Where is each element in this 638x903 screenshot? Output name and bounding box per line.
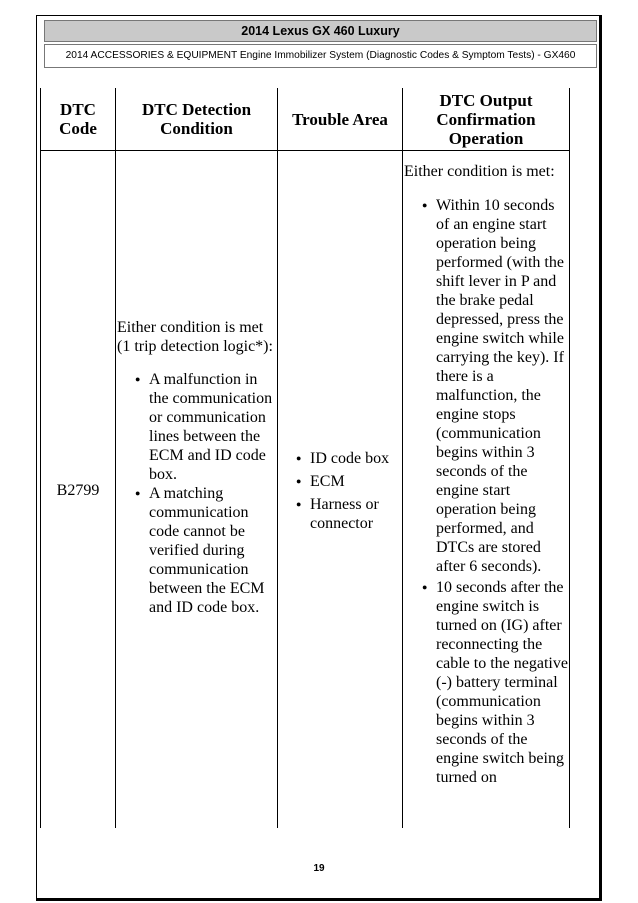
dtc-table <box>40 88 570 828</box>
column-divider <box>402 88 403 828</box>
column-divider <box>277 88 278 828</box>
output-list <box>404 196 570 787</box>
list-item: ● ID code box <box>290 449 400 468</box>
header-dtc-code: DTC Code <box>59 100 97 138</box>
document-title: 2014 Lexus GX 460 Luxury <box>44 20 597 42</box>
output-intro: Either condition is met: <box>404 163 555 180</box>
list-item: ● A malfunction in the communication or communication lines between the ECM and ID code box. <box>129 370 275 484</box>
detection-condition-cell <box>117 318 275 617</box>
list-item: ● Harness or connector <box>290 495 400 533</box>
document-subtitle: 2014 ACCESSORIES & EQUIPMENT Engine Immobilizer System (Diagnostic Codes & Symptom Tests) - GX460 <box>44 44 597 68</box>
column-divider <box>115 88 116 828</box>
detection-intro: Either condition is met (1 trip detection logic*): <box>117 319 273 355</box>
dtc-code-value: B2799 <box>56 482 100 499</box>
output-confirmation-cell <box>404 162 570 787</box>
page-number: 19 <box>313 863 325 874</box>
header-trouble-area: Trouble Area <box>292 109 388 129</box>
trouble-list <box>290 449 400 533</box>
list-item: ● ECM <box>290 472 400 491</box>
table-border-right <box>569 88 570 150</box>
detection-list <box>117 370 275 617</box>
trouble-area-cell <box>290 449 400 533</box>
table-border-left <box>40 88 41 828</box>
list-item: ● Within 10 seconds of an engine start operation being performed (with the shift lever in P and the brake pedal depressed, press the engine switch while carrying the key). If there is a malfunction, the engine stops (communication begins within 3 seconds of the engine start operation being performed, and DTCs are stored after 6 seconds). <box>416 196 570 576</box>
header-separator <box>40 150 570 151</box>
list-item: ● A matching communication code cannot be verified during communication between the ECM and ID code box. <box>129 484 275 617</box>
header-detection-condition: DTC Detection Condition <box>141 100 252 138</box>
list-item: ● 10 seconds after the engine switch is turned on (IG) after reconnecting the cable to the negative (-) battery terminal (communication begins within 3 seconds of the engine switch being turned on <box>416 578 570 787</box>
header-output-confirmation: DTC Output Confirmation Operation <box>436 90 536 148</box>
